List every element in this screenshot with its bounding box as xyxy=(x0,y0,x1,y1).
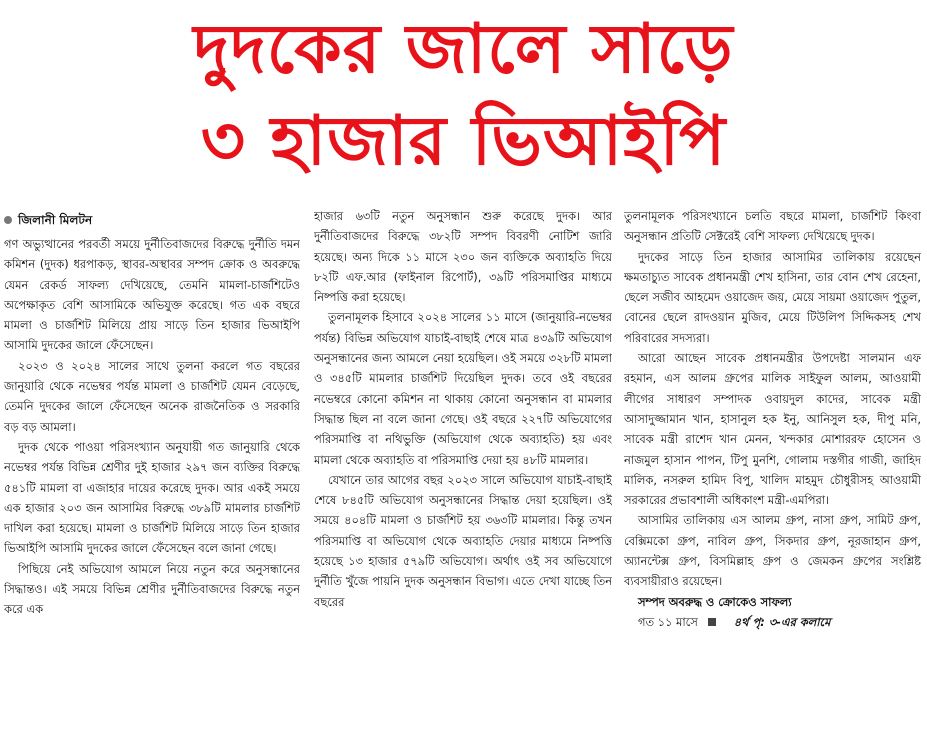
paragraph: আসামির তালিকায় এস আলম গ্রুপ, নাসা গ্রুপ, সামিট গ্রুপ, বেক্সিমকো গ্রুপ, নাবিল গ্রুপ, সিকদার গ্রুপ, নূরজাহান গ্রুপ, অ্যানন্টেক্স গ্রুপ, বিসমিল্লাহ গ্রুপ ও জেমকন গ্রুপের সংশ্লিষ্ট ব্যবসায়ীরাও রয়েছেন। xyxy=(624,513,921,589)
author-name: জিলানী মিলটন xyxy=(18,213,93,227)
subheading: সম্পদ অবরুদ্ধ ও ক্রোকেও সাফল্য xyxy=(638,594,792,609)
bullet-icon xyxy=(4,216,12,224)
square-bullet-icon xyxy=(708,618,716,626)
paragraph: তুলনামূলক পরিসংখ্যানে চলতি বছরে মামলা, চার্জশিট কিংবা অনুসন্ধান প্রতিটি সেক্টরেই বেশি সাফল্য দেখিয়েছে দুদক। xyxy=(624,209,921,244)
paragraph: দুদকের সাড়ে তিন হাজার আসামির তালিকায় রয়েছেন ক্ষমতাচ্যুত সাবেক প্রধানমন্ত্রী শেখ হাসিনা, তার বোন শেখ রেহেনা, ছেলে সজীব আহমেদ ওয়াজেদ জয়, মেয়ে সায়মা ওয়াজেদ পুতুল, বোনের ছেলে রাদওয়ান মুজিব, মেয়ে টিউলিপ সিদ্দিকসহ শেখ পরিবারের সদস্যরা। xyxy=(624,249,921,345)
paragraph: হাজার ৬৩টি নতুন অনুসন্ধান শুরু করেছে দুদক। আর দুর্নীতিবাজদের বিরুদ্ধে ৩৮২টি সম্পদ বিবরণী নোটিশ জারি হয়েছে। অন্য দিকে ১১ মাসে ২৩০ জন ব্যক্তিকে অব্যাহতি দিয়ে ৮২টি এফ.আর (ফাইনাল রিপোর্ট), ৩৯টি পরিসমাপ্তির মাধ্যমে নিষ্পত্তি করা হয়েছে। xyxy=(314,209,612,305)
paragraph: আরো আছেন সাবেক প্রধানমন্ত্রীর উপদেষ্টা সালমান এফ রহমান, এস আলম গ্রুপের মালিক সাইফুল আলম, আওয়ামী লীগের সাধারণ সম্পাদক ওবায়দুল কাদের, সাবেক মন্ত্রী আসাদুজ্জামান খান, হাসানুল হক ইনু, আনিসুল হক, দীপু মনি, সাবেক মন্ত্রী রাশেদ খান মেনন, খন্দকার মোশাররফ হোসেন ও নাজমুল হাসান পাপন, টিপু মুনশি, গোলাম দস্তগীর গাজী, জাহিদ মালিক, নসরুল হামিদ বিপু, খালিদ মাহমুদ চৌধুরীসহ আওয়ামী সরকারের প্রভাবশালী অধিকাংশ মন্ত্রী-এমপিরা। xyxy=(624,351,921,508)
paragraph: দুদক থেকে পাওয়া পরিসংখ্যান অনুযায়ী গত জানুয়ারি থেকে নভেম্বর পর্যন্ত বিভিন্ন শ্রেণীর দুই হাজার ২৯৭ জন ব্যক্তির বিরুদ্ধে ৫৪১টি মামলা বা এজাহার দায়ের করেছে দুদক। আর একই সময়ে এক হাজার ২০৩ জন আসামির বিরুদ্ধে ৩৮৯টি মামলার চার্জশিট দাখিল করা হয়েছে। মামলা ও চার্জশিট মিলিয়ে সাড়ে তিন হাজার ভিআইপি আসামি দুদকের জালে ফেঁসেছেন বলে জানা গেছে। xyxy=(4,439,300,556)
headline-line-1: দুদকের জালে সাড়ে xyxy=(193,10,734,89)
column-2 xyxy=(314,206,612,745)
column-3 xyxy=(624,206,921,745)
paragraph: ২০২৩ ও ২০২৪ সালের সাথে তুলনা করলে গত বছরের জানুয়ারি থেকে নভেম্বর পর্যন্ত মামলা ও চার্জশিট যেমন বেড়েছে, তেমনি দুদকের জালে ফেঁসেছেন অনেক রাজনৈতিক ও সরকারি বড় বড় আমলা। xyxy=(4,358,300,434)
continuation-reference: ৪র্থ পৃ: ৩-এর কলামে xyxy=(733,614,831,629)
paragraph: পিছিয়ে নেই অভিযোগ আমলে নিয়ে নতুন করে অনুসন্ধানের সিদ্ধান্তও। এই সময়ে বিভিন্ন শ্রেণীর দুর্নীতিবাজদের বিরুদ্ধে নতুন করে এক xyxy=(4,561,300,617)
column-1 xyxy=(4,206,300,745)
article-columns xyxy=(4,206,925,745)
paragraph: গণ অভ্যুত্থানের পরবর্তী সময়ে দুর্নীতিবাজদের বিরুদ্ধে দুর্নীতি দমন কমিশন (দুদক) ধরপাকড়, স্থাবর-অস্থাবর সম্পদ ক্রোক ও অবরুদ্ধে যেমন রেকর্ড সাফল্য দেখিয়েছে, তেমনি মামলা-চার্জশিটেও অপেক্ষাকৃত বেশি আসামিকে অভিযুক্ত করেছে। গত এক বছরে মামলা ও চার্জশিট মিলিয়ে প্রায় সাড়ে তিন হাজার ভিআইপি আসামি দুদকের জালে ফেঁসেছেন। xyxy=(4,237,300,353)
byline xyxy=(4,206,300,234)
headline-line-2: ৩ হাজার ভিআইপি xyxy=(200,102,727,181)
paragraph: যেখানে তার আগের বছর ২০২৩ সালে অভিযোগ যাচাই-বাছাই শেষে ৮৪৫টি অভিযোগ অনুসন্ধানের সিদ্ধান্ত দেয়া হয়েছিল। ওই সময়ে ৪০৪টি মামলা ও চার্জশিট হয় ৩৬৩টি মামলার। কিন্তু তখন পরিসমাপ্তি বা অভিযোগ থেকে অব্যাহতি দেয়ার মাধ্যমে নিষ্পত্তি হয়েছে ১৩ হাজার ৫৭৯টি অভিযোগ। অর্থাৎ ওই সব অভিযোগে দুর্নীতি খুঁজে পায়নি দুদক অনুসন্ধান বিভাগ। এতে দেখা যাচ্ছে তিন বছরের xyxy=(314,472,612,609)
paragraph: তুলনামূলক হিসাবে ২০২৪ সালের ১১ মাসে (জানুয়ারি-নভেম্বর পর্যন্ত) বিভিন্ন অভিযোগ যাচাই-বাছাই শেষে মাত্র ৪৩৯টি অভিযোগ অনুসন্ধানের জন্য আমলে নেয়া হয়েছিল। ওই সময়ে ৩২৮টি মামলা ও ৩৪৫টি মামলার চার্জশিট দিয়েছিল দুদক। তবে ওই বছরের নভেম্বরে কোনো কমিশন না থাকায় কোনো অনুসন্ধান বা মামলার সিদ্ধান্ত ছিল না বলে জানা গেছে। ওই বছরে ২২৭টি অভিযোগের পরিসমাপ্তি বা নথিভুক্তি (অভিযোগ থেকে অব্যাহতি) হয় এবং মামলা থেকে অব্যাহতি বা পরিসমাপ্তি দেয়া হয় ৪৮টি মামলার। xyxy=(314,310,612,467)
headline xyxy=(0,4,927,188)
last-line-text: গত ১১ মাসে xyxy=(638,614,698,629)
continuation-line xyxy=(624,612,921,632)
